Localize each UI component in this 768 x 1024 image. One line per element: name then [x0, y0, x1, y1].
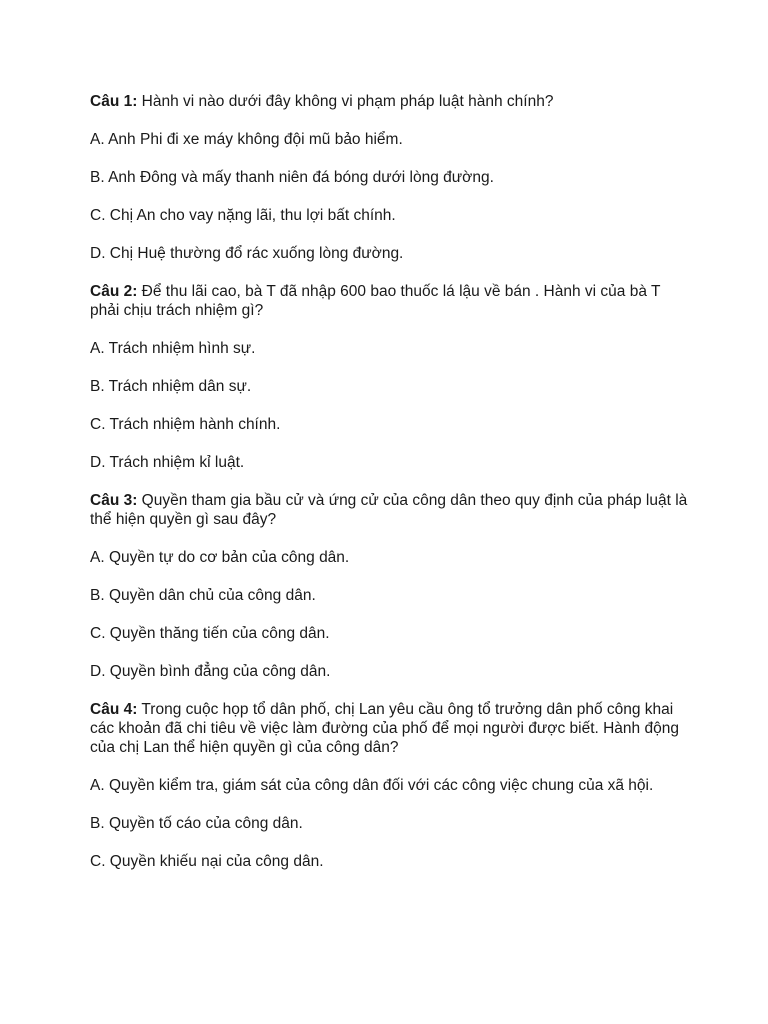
question-2-option-d: D. Trách nhiệm kỉ luật.	[90, 454, 245, 471]
question-4-option-b: B. Quyền tố cáo của công dân.	[90, 815, 303, 832]
question-3	[90, 491, 690, 529]
question-4-option-c: C. Quyền khiếu nại của công dân.	[90, 853, 324, 870]
question-3-label: Câu 3:	[90, 492, 138, 509]
question-3-option-b: B. Quyền dân chủ của công dân.	[90, 587, 316, 604]
question-2-option-a: A. Trách nhiệm hình sự.	[90, 340, 256, 357]
question-4-text: Trong cuộc họp tổ dân phố, chị Lan yêu cầu ông tổ trưởng dân phố công khai các khoản đã chi tiêu về việc làm đường của phố để mọi người được biết. Hành động của chị Lan thể hiện quyền gì của công dân?	[90, 701, 679, 756]
question-3-text: Quyền tham gia bầu cử và ứng cử của công dân theo quy định của pháp luật là thể hiện quyền gì sau đây?	[90, 492, 688, 528]
document-content	[90, 92, 690, 890]
question-2-text: Để thu lãi cao, bà T đã nhập 600 bao thuốc lá lậu về bán . Hành vi của bà T phải chịu trách nhiệm gì?	[90, 283, 661, 319]
question-4	[90, 700, 690, 757]
question-4-option-a: A. Quyền kiểm tra, giám sát của công dân đối với các công việc chung của xã hội.	[90, 777, 654, 794]
question-4-label: Câu 4:	[90, 701, 138, 718]
question-1-option-d: D. Chị Huệ thường đổ rác xuống lòng đường.	[90, 245, 404, 262]
question-3-option-c: C. Quyền thăng tiến của công dân.	[90, 625, 330, 642]
question-2-option-c: C. Trách nhiệm hành chính.	[90, 416, 281, 433]
question-3-option-d: D. Quyền bình đẳng của công dân.	[90, 663, 331, 680]
question-1-option-c: C. Chị An cho vay nặng lãi, thu lợi bất chính.	[90, 207, 396, 224]
question-2-label: Câu 2:	[90, 283, 138, 300]
question-1-label: Câu 1:	[90, 93, 138, 110]
question-1-option-b: B. Anh Đông và mấy thanh niên đá bóng dưới lòng đường.	[90, 169, 494, 186]
question-1-text: Hành vi nào dưới đây không vi phạm pháp luật hành chính?	[137, 93, 554, 110]
question-1	[90, 92, 690, 111]
question-2-option-b: B. Trách nhiệm dân sự.	[90, 378, 252, 395]
question-2	[90, 282, 690, 320]
question-1-option-a: A. Anh Phi đi xe máy không đội mũ bảo hiểm.	[90, 131, 403, 148]
question-3-option-a: A. Quyền tự do cơ bản của công dân.	[90, 549, 350, 566]
